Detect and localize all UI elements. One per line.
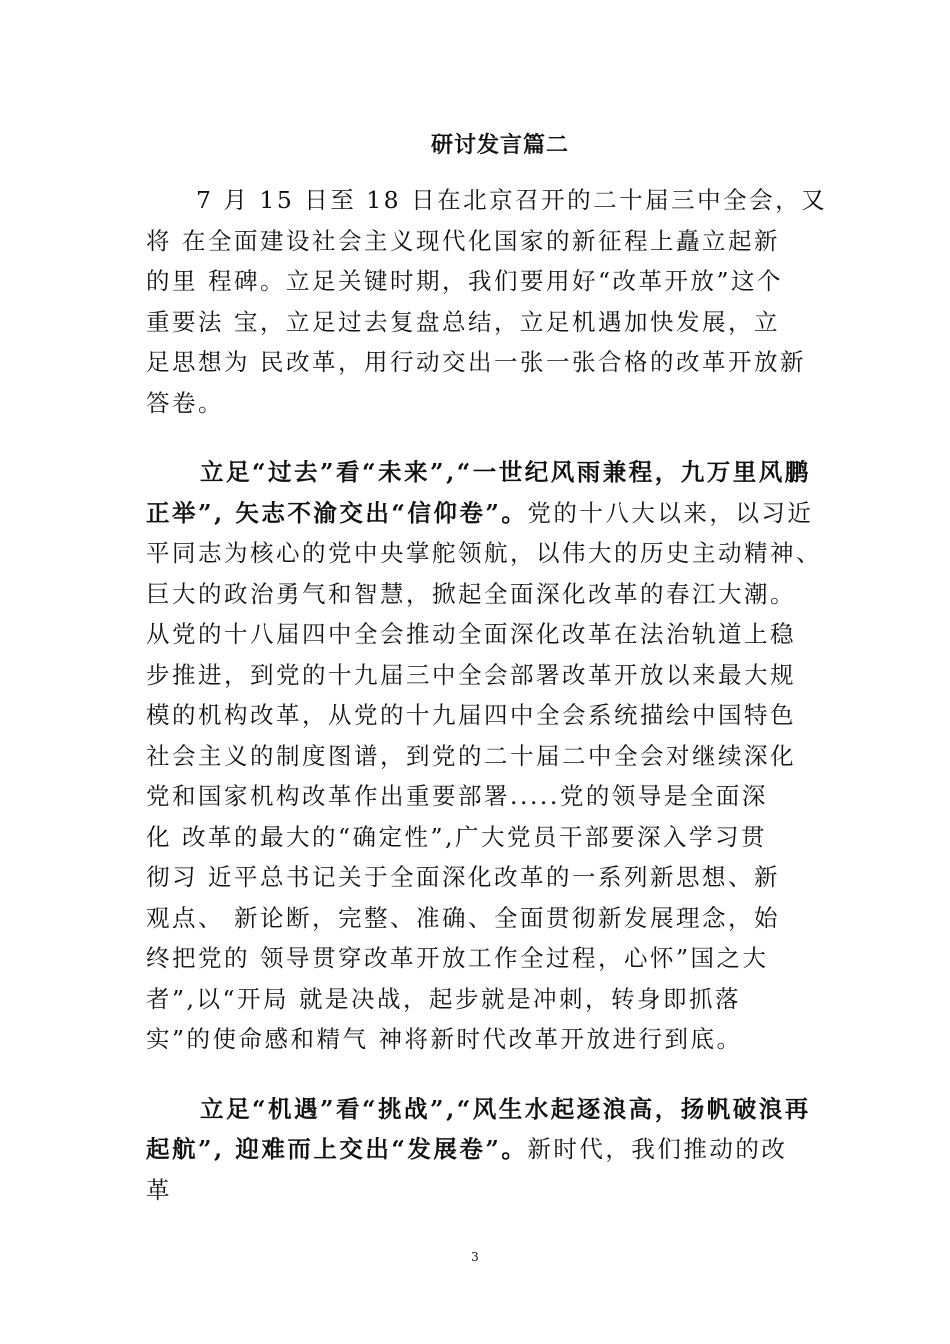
document-title: 研讨发言篇二 <box>430 132 569 158</box>
para2-line-11: 彻习 近平总书记关于全面深化改革的一系列新思想、新 <box>146 863 780 891</box>
para1-line-5: 足思想为 民改革，用行动交出一张一张合格的改革开放新 <box>146 348 806 376</box>
para2-line-4: 巨大的政治勇气和智慧，掀起全面深化改革的春江大潮。 <box>146 579 796 608</box>
para2-line-2 <box>146 493 826 534</box>
para1-line-3: 的里 程碑。立足关键时期，我们要用好“改革开放”这个 <box>146 267 783 295</box>
para1-line-2: 将 在全面建设社会主义现代化国家的新征程上矗立起新 <box>146 226 780 255</box>
para2-line-6: 步推进，到党的十九届三中全会部署改革开放以来最大规 <box>146 660 796 689</box>
paragraph-gap <box>146 1060 826 1089</box>
para3-line-3: 革 <box>146 1175 172 1204</box>
para2-line-7: 模的机构改革，从党的十九届四中全会系统描绘中国特色 <box>146 701 796 729</box>
para2-line-5: 从党的十八届四中全会推动全面深化改革在法治轨道上稳 <box>146 620 796 648</box>
para2-heading-line-1: 立足“过去”看“未来”,“一世纪风雨兼程，九万里风鹏 <box>200 458 811 486</box>
para2-line-10: 化 改革的最大的“确定性”,广大党员干部要深入学习贯 <box>146 822 767 851</box>
para2-heading-line-2: 正举”, 矢志不渝交出“信仰卷”。 <box>146 498 528 527</box>
para3-line-2-text: 新时代，我们推动的改 <box>527 1135 788 1163</box>
para3-heading-line-2: 起航”, 迎难而上交出“发展卷”。 <box>146 1135 528 1163</box>
para3-heading-line-1: 立足“机遇”看“挑战”,“风生水起逐浪高，扬帆破浪再 <box>200 1094 811 1123</box>
para2-line-15: 实”的使命感和精气 神将新时代改革开放进行到底。 <box>146 1025 743 1053</box>
paragraph-gap <box>146 423 826 452</box>
page-number: 3 <box>471 1250 479 1264</box>
para2-line-12: 观点、 新论断，完整、准确、全面贯彻新发展理念，始 <box>146 903 780 932</box>
para1-line-1: 7 月 15 日至 18 日在北京召开的二十届三中全会，又 <box>196 186 828 214</box>
para2-line-14: 者”,以“开局 就是决战，起步就是冲刺，转身即抓落 <box>146 984 741 1013</box>
document-body <box>146 180 826 1210</box>
para2-line-3: 平同志为核心的党中央掌舵领航，以伟大的历史主动精神、 <box>146 539 822 567</box>
para2-line-13: 终把党的 领导贯穿改革开放工作全过程，心怀”国之大 <box>146 944 769 972</box>
para1-line-6: 答卷。 <box>146 388 224 417</box>
para2-line-8: 社会主义的制度图谱，到党的二十届二中全会对继续深化 <box>146 741 796 770</box>
para2-line-2-text: 党的十八大以来，以习近 <box>527 498 814 527</box>
para2-line-9: 党和国家机构改革作出重要部署.....党的领导是全面深 <box>146 782 768 810</box>
para3-line-2 <box>146 1129 826 1170</box>
para1-line-4: 重要法 宝，立足过去复盘总结，立足机遇加快发展，立 <box>146 307 780 336</box>
